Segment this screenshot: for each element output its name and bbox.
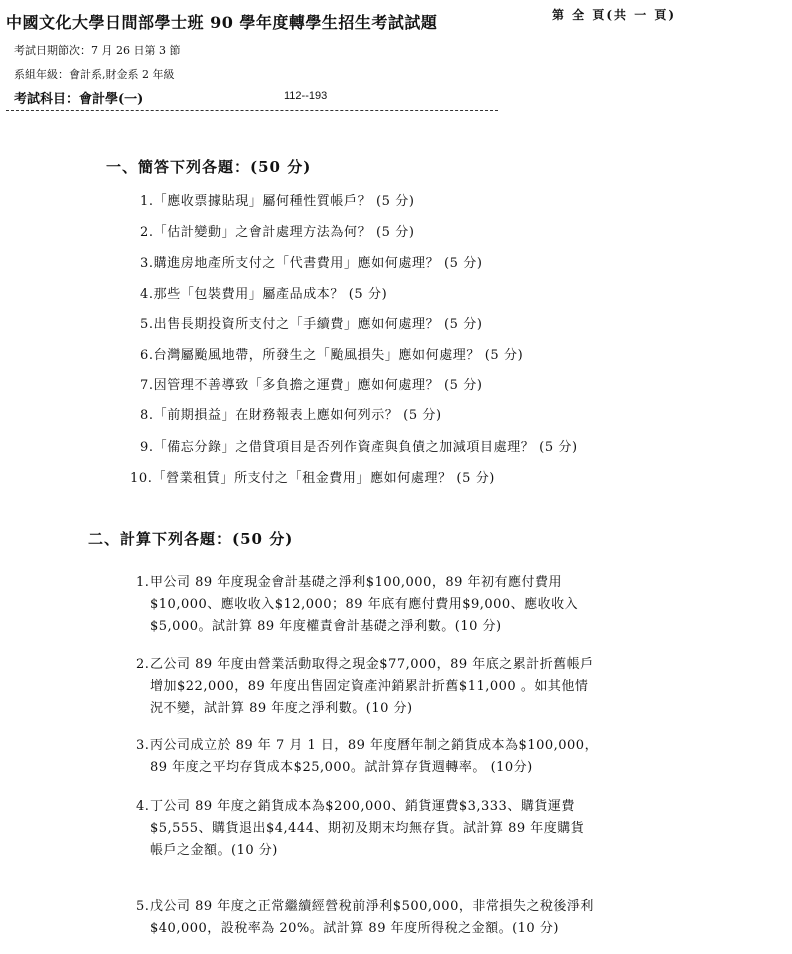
section-1-heading: 一、簡答下列各題：(50 分): [106, 158, 312, 176]
exam-code: 112--193: [284, 90, 328, 102]
question-number: 2.: [140, 225, 154, 240]
problem-line: 況不變，試計算 89 年度之淨利數。(10 分): [150, 701, 413, 716]
problem-number: 2.: [136, 657, 150, 672]
problem-line: $5,000。試計算 89 年度權責會計基礎之淨利數。(10 分): [150, 619, 502, 634]
question-text: 「營業租賃」所支付之「租金費用」應如何處理？ (5 分): [152, 471, 495, 486]
question-number: 1.: [140, 194, 154, 209]
problem-line: 甲公司 89 年度現金會計基礎之淨利$100,000，89 年初有應付費用: [150, 575, 563, 590]
problem-line: $40,000，設稅率為 20%。試計算 89 年度所得稅之金額。(10 分): [150, 921, 559, 936]
question-text: 「估計變動」之會計處理方法為何？ (5 分): [153, 225, 415, 240]
problem-line: 增加$22,000，89 年度出售固定資產沖銷累計折舊$11,000 。如其他情: [150, 679, 589, 694]
problem-line: 乙公司 89 年度由營業活動取得之現金$77,000，89 年底之累計折舊帳戶: [150, 657, 594, 672]
problem-number: 1.: [136, 575, 150, 590]
short-question: [140, 221, 415, 240]
problem-line: 帳戶之金額。(10 分): [150, 843, 278, 858]
short-question: [140, 436, 578, 455]
section-2-heading: 二、計算下列各題：(50 分): [88, 530, 294, 548]
header-divider: [6, 110, 498, 111]
short-question: [130, 467, 495, 486]
problem-line: 丙公司成立於 89 年 7 月 1 日，89 年度曆年制之銷貨成本為$100,000，: [150, 738, 599, 753]
question-text: 那些「包裝費用」屬產品成本？ (5 分): [153, 287, 388, 302]
question-number: 4.: [140, 287, 154, 302]
short-question: [140, 313, 483, 332]
question-text: 購進房地產所支付之「代書費用」應如何處理？ (5 分): [153, 256, 483, 271]
question-text: 「前期損益」在財務報表上應如何列示？ (5 分): [153, 408, 442, 423]
department-grade: 系組年級：會計系,財金系 2 年級: [14, 68, 175, 81]
question-number: 8.: [140, 408, 154, 423]
problem-line: $10,000、應收收入$12,000；89 年底有應付費用$9,000、應收收入: [150, 597, 579, 612]
question-text: 「應收票據貼現」屬何種性質帳戶？ (5 分): [153, 194, 415, 209]
short-question: [140, 374, 483, 393]
short-question: [140, 252, 483, 271]
question-number: 7.: [140, 378, 154, 393]
short-question: [140, 404, 442, 423]
problem-line: 丁公司 89 年度之銷貨成本為$200,000、銷貨運費$3,333、購貨運費: [150, 799, 575, 814]
short-question: [140, 190, 415, 209]
problem-line: 89 年度之平均存貨成本$25,000。試計算存貨週轉率。 (10分): [150, 760, 533, 775]
short-question: [140, 283, 387, 302]
question-number: 5.: [140, 317, 154, 332]
exam-subject: 考試科目：會計學(一): [14, 92, 144, 107]
problem-line: $5,555、購貨退出$4,444、期初及期末均無存貨。試計算 89 年度購貨: [150, 821, 585, 836]
problem-number: 3.: [136, 738, 150, 753]
question-text: 「備忘分錄」之借貸項目是否列作資產與負債之加減項目處理？ (5 分): [153, 440, 578, 455]
question-text: 台灣屬颱風地帶，所發生之「颱風損失」應如何處理？ (5 分): [153, 348, 524, 363]
problem-number: 5.: [136, 899, 150, 914]
question-number: 6.: [140, 348, 154, 363]
question-number: 10.: [130, 471, 153, 486]
question-text: 出售長期投資所支付之「手續費」應如何處理？ (5 分): [153, 317, 483, 332]
problem-line: 戊公司 89 年度之正常繼續經營稅前淨利$500,000，非常損失之稅後淨利: [150, 899, 594, 914]
question-number: 3.: [140, 256, 154, 271]
question-text: 因管理不善導致「多負擔之運費」應如何處理？ (5 分): [153, 378, 483, 393]
exam-time: 考試日期節次：7 月 26 日第 3 節: [14, 44, 181, 57]
short-question: [140, 344, 523, 363]
question-number: 9.: [140, 440, 154, 455]
exam-title: 中國文化大學日間部學士班 90 學年度轉學生招生考試試題: [6, 13, 438, 32]
page-number: 第 全 頁(共 一 頁): [552, 8, 677, 22]
problem-number: 4.: [136, 799, 150, 814]
